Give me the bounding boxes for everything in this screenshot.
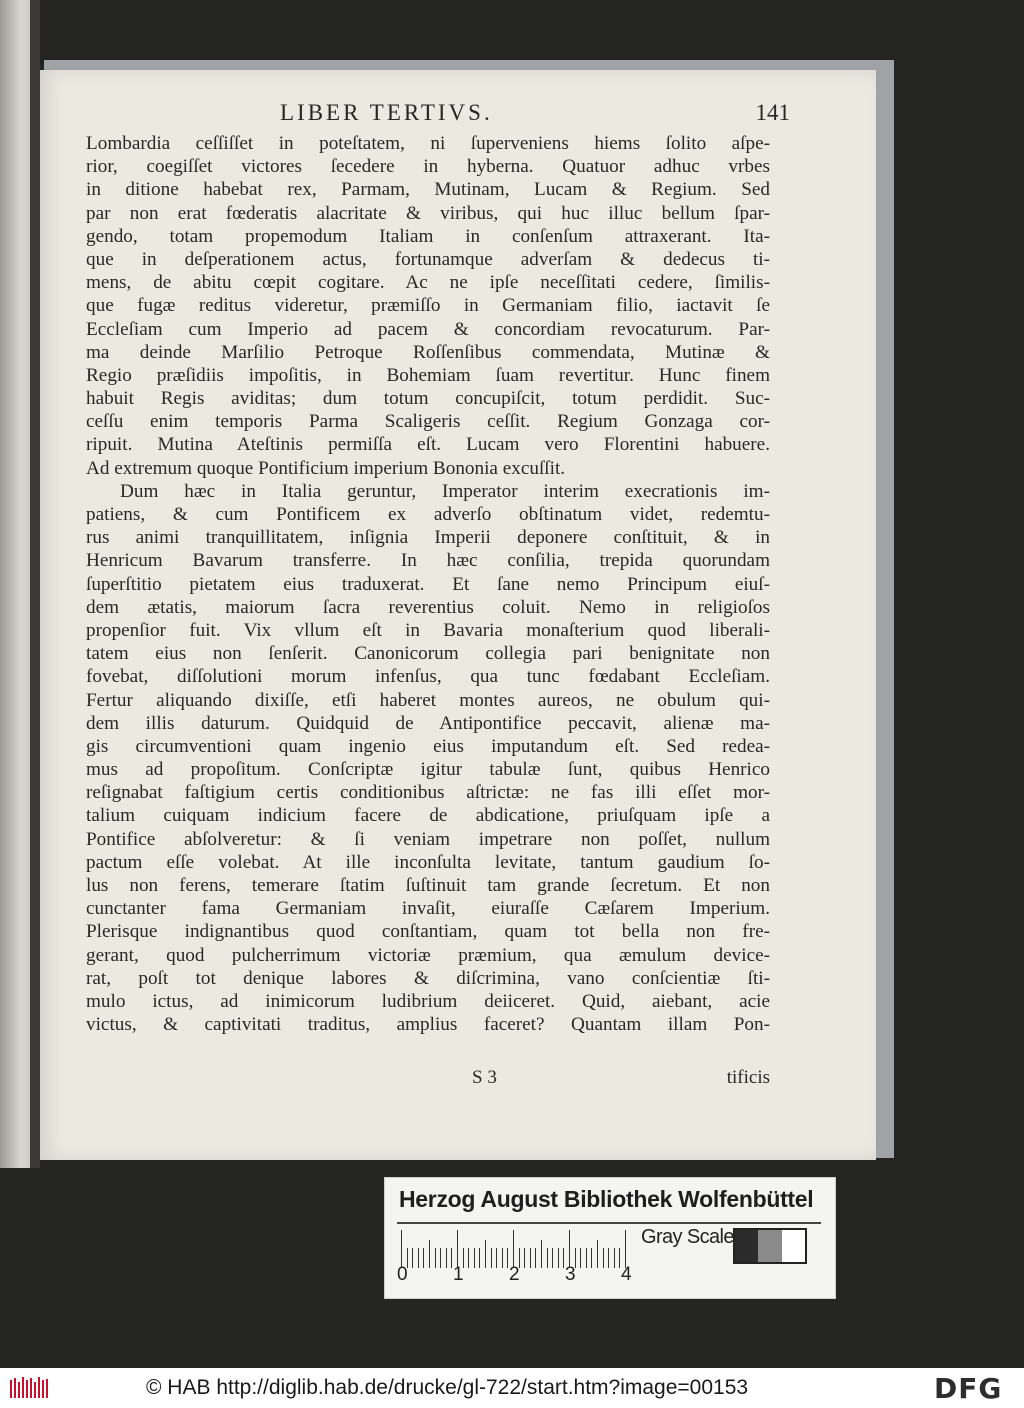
card-title: Herzog August Bibliothek Wolfenbüttel: [399, 1186, 814, 1212]
text-line: ripuit. Mutina Ateſtinis permiſſa eſt. Lucam vero Florentini habuere.: [86, 434, 770, 456]
gray-scale-swatches: [733, 1228, 807, 1264]
text-line: gis circumventioni quam ingenio eius imputandum eſt. Sed redea-: [86, 735, 770, 757]
ruler-tick: [513, 1230, 514, 1268]
text-line: Henricum Bavarum transferre. In hæc conſilia, trepida quorundam: [86, 550, 770, 572]
ruler-tick: [569, 1230, 570, 1268]
dfg-logo[interactable]: DFG: [934, 1372, 1003, 1405]
text-line: Plerisque indignantibus quod conſtantiam, quam tot bella non fre-: [86, 921, 770, 943]
text-line: gendo, totam propemodum Italiam in conſenſum attraxerant. Ita-: [86, 225, 770, 247]
text-line: lus non ferens, temerare ſtatim ſuſtinuit tam grande ſecretum. Et non: [86, 875, 770, 896]
text-line: rior, coegiſſet victores ſecedere in hyberna. Quatuor adhuc vrbes: [86, 156, 770, 178]
text-line: fovebat, diſſolutioni morum infenſus, qua tunc fœdabant Eccleſiam.: [86, 666, 770, 688]
text-line: Pontifice abſolveretur: & ſi veniam impetrare non poſſet, nullum: [86, 828, 770, 850]
hab-library-logo[interactable]: [8, 1374, 50, 1402]
book-gutter: [30, 0, 40, 1168]
text-line: propenſior fuit. Vix vllum eſt in Bavaria monaſterium quod liberali-: [86, 619, 770, 641]
text-line: talium cuiquam indicium facere de abdicatione, priuſquam ipſe a: [86, 805, 770, 827]
text-line: habuit Regis aviditas; dum totum concupiſcit, totum perdidit. Suc-: [86, 388, 770, 410]
ruler-tick: [401, 1230, 402, 1268]
text-line: Dum hæc in Italia geruntur, Imperator interim execrationis im-: [120, 480, 770, 502]
signature-mark: S 3: [472, 1067, 497, 1088]
text-line: Ad extremum quoque Pontificium imperium Bononia excuſſit.: [86, 457, 566, 479]
text-line: patiens, & cum Pontificem ex adverſo obſtinatum videt, redemtu-: [86, 504, 770, 525]
text-line: Eccleſiam cum Imperio ad pacem & concordiam revocaturum. Par-: [86, 318, 770, 340]
text-line: rus animi tranquillitatem, inſignia Imperii deponere conſtituit, & in: [86, 527, 770, 549]
text-line: que in deſperationem actus, fortunamque adverſam & dedecus ti-: [86, 248, 770, 270]
copyright-url[interactable]: © HAB http://diglib.hab.de/drucke/gl-722/start.htm?image=00153: [146, 1376, 749, 1399]
text-line: gerant, quod pulcherrimum victoriæ præmium, qua æmulum device-: [86, 944, 770, 966]
text-line: mus ad propoſitum. Conſcriptæ igitur tabulæ ſunt, quibus Henrico: [86, 759, 770, 781]
text-line: tatem eius non ſenſerit. Canonicorum collegia pari benignitate non: [86, 643, 770, 665]
page-number: 141: [755, 100, 790, 125]
text-line: dem ætatis, maiorum ſacra reverentius coluit. Nemo in religioſos: [86, 596, 770, 618]
scale-number: 0: [397, 1264, 408, 1285]
text-line: mens, de abitu cœpit cogitare. Ac ne ipſe neceſſitati cedere, ſimilis-: [86, 272, 770, 294]
viewer-footer: [0, 1368, 1024, 1408]
gray-swatch: [735, 1230, 758, 1262]
card-divider: [397, 1222, 821, 1224]
scale-number: 3: [565, 1264, 576, 1285]
scale-number: 1: [453, 1264, 464, 1285]
text-line: ſuperſtitio pietatem eius traduxerat. Et ſane nemo Principum eiuſ-: [86, 573, 770, 595]
gray-scale-label: Gray Scale: [641, 1226, 734, 1248]
catchword: tificis: [726, 1067, 770, 1088]
running-title: LIBER TERTIVS.: [280, 100, 493, 125]
text-line: in ditione habebat rex, Parmam, Mutinam, Lucam & Regium. Sed: [86, 179, 770, 201]
scale-numbers: [397, 1264, 637, 1286]
text-line: ceſſu enim temporis Parma Scaligeris ceſſit. Regium Gonzaga cor-: [86, 411, 770, 433]
scale-ruler: [401, 1228, 629, 1268]
color-calibration-card: [384, 1177, 836, 1299]
scale-number: 4: [621, 1264, 632, 1285]
text-line: par non erat fœderatis alacritate & viribus, qui huc illuc bellum ſpar-: [86, 202, 770, 224]
text-line: rat, poſt tot denique labores & diſcrimina, vano conſcientiæ ſti-: [86, 967, 770, 989]
gray-swatch: [782, 1230, 805, 1262]
text-line: victus, & captivitati traditus, amplius faceret? Quantam illam Pon-: [86, 1014, 770, 1036]
text-line: que fugæ reditus videretur, præmiſſo in Germaniam filio, iactavit ſe: [86, 295, 770, 317]
ruler-tick: [625, 1230, 626, 1268]
text-line: cunctanter fama Germaniam invaſit, eiuraſſe Cæſarem Imperium.: [86, 898, 770, 920]
text-line: Regio præſidiis impoſitis, in Bohemiam ſuam revertitur. Hunc finem: [86, 364, 770, 386]
text-line: reſignabat faſtigium certis conditionibus aſtrictæ: ne fas illi eſſet mor-: [86, 782, 770, 804]
book-page: [40, 70, 876, 1160]
text-line: ma deinde Marſilio Petroque Roſſenſibus commendata, Mutinæ &: [86, 341, 770, 363]
page-footer: [86, 1067, 770, 1091]
running-head: [40, 100, 876, 130]
body-text: [86, 132, 770, 1036]
text-line: pactum eſſe volebat. At ille inconſulta levitate, tantum gaudium ſo-: [86, 851, 770, 873]
text-line: Fertur aliquando dixiſſe, etſi haberet montes aureos, ne obulum qui-: [86, 689, 770, 711]
gray-swatch: [758, 1230, 781, 1262]
text-line: dem illis daturum. Quidquid de Antipontifice peccavit, alienæ ma-: [86, 712, 770, 734]
ruler-tick: [457, 1230, 458, 1268]
text-line: mulo ictus, ad inimicorum ludibrium deiiceret. Quid, aiebant, acie: [86, 990, 770, 1012]
text-line: Lombardia ceſſiſſet in poteſtatem, ni ſuperveniens hiems ſolito aſpe-: [86, 133, 770, 154]
scale-number: 2: [509, 1264, 520, 1285]
